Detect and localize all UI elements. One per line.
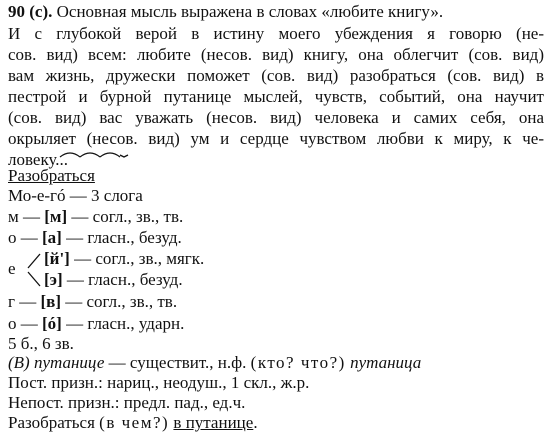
sound-row: [й'] — согл., зв., мягк. [44, 249, 205, 268]
sound-row: о — [а] — гласн., безуд. [8, 228, 182, 247]
sound-row: г — [в] — согл., зв., тв. [8, 292, 178, 311]
paragraph-line: пестрой и бурной путанице мыслей, чувств, событий, она научит [8, 87, 544, 106]
exercise-number: 90 (с). [8, 2, 53, 21]
sound-letter-e: е [8, 259, 16, 278]
paragraph-line: (сов. вид) вас уважать (несов. вид) человека и самих себя, она [8, 108, 544, 127]
paragraph-line: И с глубокой верой в истину моего убеждения я говорю (не- [8, 24, 544, 43]
exercise-heading [8, 2, 443, 22]
paragraph-line: вам жизнь, дружески поможет (сов. вид) разобраться (сов. вид) в [8, 66, 544, 85]
analysis-word: Разобраться [8, 166, 95, 185]
morph-heading: (В) путанице — существит., н.ф. (кто? что?) путаница [8, 353, 422, 372]
phrase-line: Разобраться (в чем?) в путанице. [8, 413, 258, 432]
variable-features: Непост. призн.: предл. пад., ед.ч. [8, 393, 246, 412]
sound-row: о — [ó] — гласн., ударн. [8, 314, 185, 333]
paragraph-line: сов. вид) всем: любите (несов. вид) книгу, она облегчит (сов. вид) [8, 45, 544, 64]
sound-summary: 5 б., 6 зв. [8, 334, 74, 353]
split-branch-lines [26, 250, 42, 290]
sound-row: м — [м] — согл., зв., тв. [8, 207, 184, 226]
constant-features: Пост. призн.: нариц., неодуш., 1 скл., ж.р. [8, 373, 310, 392]
sound-row: [э] — гласн., безуд. [44, 270, 183, 289]
paragraph-line: окрыляет (несов. вид) ум и сердце чувством любви к миру, к че- [8, 129, 544, 148]
syllables-line: Мо-е-гó — 3 слога [8, 186, 143, 205]
root-arc-marks [58, 135, 138, 163]
paragraph-line: ловеку... [8, 150, 69, 169]
exercise-heading-text: Основная мысль выражена в словах «любите книгу». [52, 2, 444, 21]
